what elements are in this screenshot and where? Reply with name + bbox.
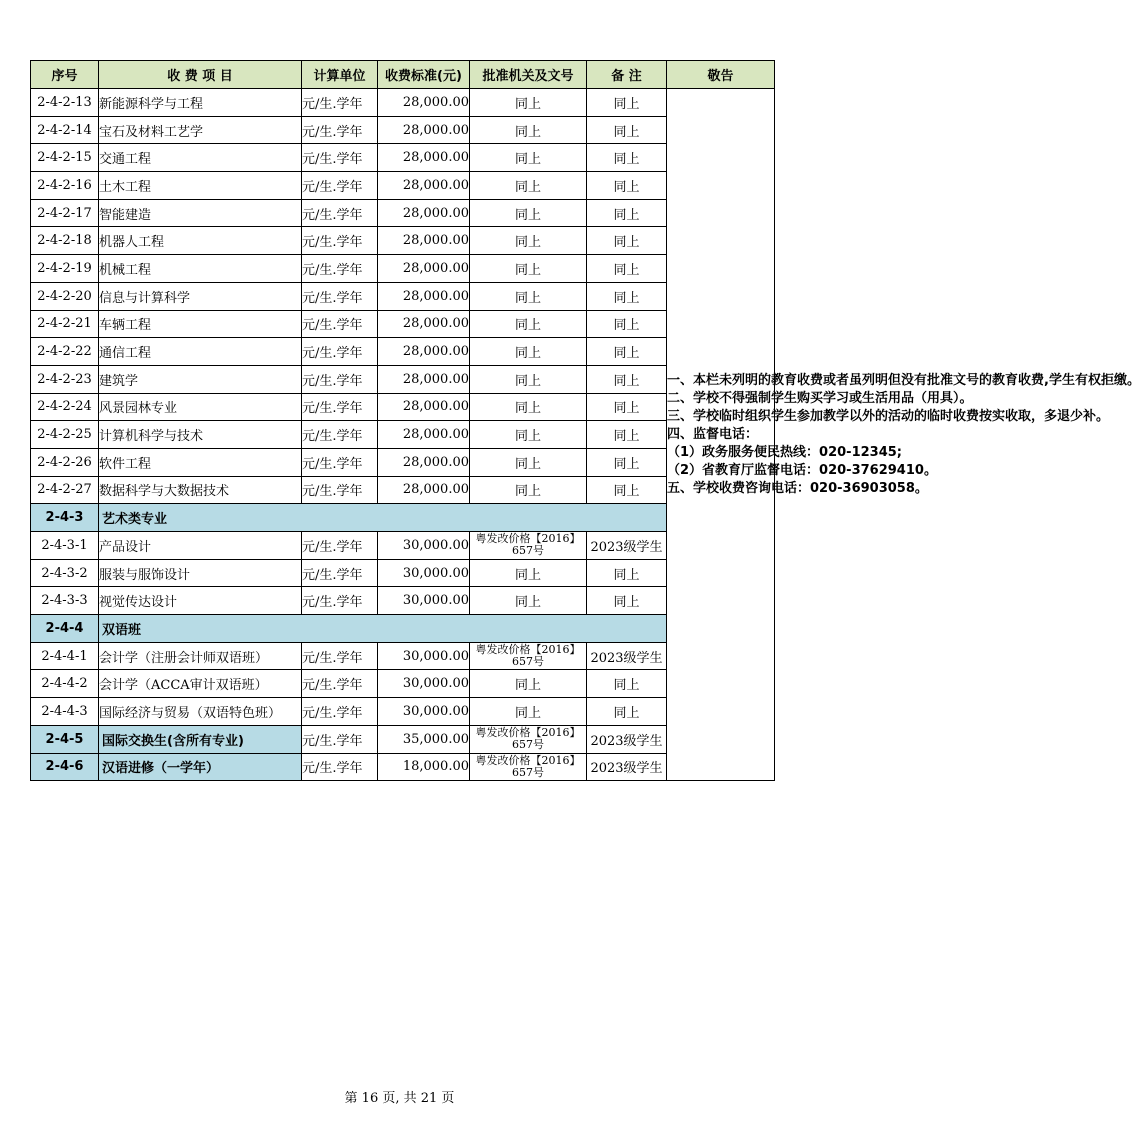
row-approval: 同上 [470, 587, 587, 615]
row-approval: 同上 [470, 698, 587, 726]
row-item-name: 风景园林专业 [99, 393, 302, 421]
row-item-name: 会计学（注册会计师双语班） [99, 642, 302, 670]
fee-table [30, 60, 1140, 781]
row-approval: 同上 [470, 365, 587, 393]
row-note: 同上 [587, 255, 667, 283]
row-note: 同上 [587, 448, 667, 476]
table-body [31, 89, 1140, 781]
row-fee-standard: 30,000.00 [378, 587, 470, 615]
row-note: 同上 [587, 227, 667, 255]
notice-line: （2）省教育厅监督电话：020-37629410。 [667, 462, 937, 478]
header-code: 序号 [31, 61, 99, 89]
notice-line: 三、学校临时组织学生参加教学以外的活动的临时收费按实收取，多退少补。 [667, 408, 1110, 424]
row-item-name: 建筑学 [99, 365, 302, 393]
row-unit: 元/生.学年 [302, 670, 378, 698]
row-note: 同上 [587, 393, 667, 421]
row-approval: 同上 [470, 476, 587, 504]
row-note: 同上 [587, 144, 667, 172]
row-item-name: 汉语进修（一学年） [99, 753, 302, 781]
row-fee-standard: 28,000.00 [378, 144, 470, 172]
row-code: 2-4-2-14 [31, 116, 99, 144]
row-fee-standard: 28,000.00 [378, 365, 470, 393]
header-item: 收 费 项 目 [99, 61, 302, 89]
row-unit: 元/生.学年 [302, 172, 378, 200]
row-unit: 元/生.学年 [302, 725, 378, 753]
row-item-name: 通信工程 [99, 338, 302, 366]
row-unit: 元/生.学年 [302, 310, 378, 338]
row-item-name: 宝石及材料工艺学 [99, 116, 302, 144]
row-unit: 元/生.学年 [302, 532, 378, 560]
row-note: 同上 [587, 559, 667, 587]
row-fee-standard: 28,000.00 [378, 172, 470, 200]
row-approval: 同上 [470, 393, 587, 421]
header-standard: 收费标准(元) [378, 61, 470, 89]
row-approval: 同上 [470, 89, 587, 117]
table-row [31, 310, 775, 338]
row-code: 2-4-2-15 [31, 144, 99, 172]
header-note: 备 注 [587, 61, 667, 89]
row-unit: 元/生.学年 [302, 255, 378, 283]
row-code: 2-4-2-17 [31, 199, 99, 227]
row-item-name: 计算机科学与技术 [99, 421, 302, 449]
row-unit: 元/生.学年 [302, 365, 378, 393]
row-code: 2-4-4-3 [31, 698, 99, 726]
row-note: 同上 [587, 698, 667, 726]
row-fee-standard: 30,000.00 [378, 698, 470, 726]
row-code: 2-4-2-27 [31, 476, 99, 504]
table-row [31, 421, 775, 449]
row-note: 同上 [587, 338, 667, 366]
row-item-name: 国际交换生(含所有专业) [99, 725, 302, 753]
row-unit: 元/生.学年 [302, 587, 378, 615]
table-row [31, 476, 775, 504]
row-unit: 元/生.学年 [302, 89, 378, 117]
row-item-name: 服装与服饰设计 [99, 559, 302, 587]
row-unit: 元/生.学年 [302, 227, 378, 255]
table-row [31, 448, 775, 476]
row-item-name: 交通工程 [99, 144, 302, 172]
row-item-name: 产品设计 [99, 532, 302, 560]
row-fee-standard: 35,000.00 [378, 725, 470, 753]
row-note: 同上 [587, 670, 667, 698]
row-approval: 同上 [470, 282, 587, 310]
row-item-name: 土木工程 [99, 172, 302, 200]
row-item-name: 机械工程 [99, 255, 302, 283]
header-unit: 计算单位 [302, 61, 378, 89]
row-unit: 元/生.学年 [302, 282, 378, 310]
row-code: 2-4-3-3 [31, 587, 99, 615]
row-approval: 粤发改价格【2016】657号 [470, 642, 587, 670]
row-approval: 同上 [470, 310, 587, 338]
table-row [31, 642, 775, 670]
row-unit: 元/生.学年 [302, 338, 378, 366]
row-approval: 同上 [470, 448, 587, 476]
row-approval: 同上 [470, 199, 587, 227]
row-fee-standard: 30,000.00 [378, 532, 470, 560]
row-unit: 元/生.学年 [302, 753, 378, 781]
row-item-name: 软件工程 [99, 448, 302, 476]
header-approval: 批准机关及文号 [470, 61, 587, 89]
table-row [31, 255, 775, 283]
row-fee-standard: 28,000.00 [378, 421, 470, 449]
row-note: 同上 [587, 421, 667, 449]
row-fee-standard: 30,000.00 [378, 642, 470, 670]
row-code: 2-4-2-24 [31, 393, 99, 421]
table-row [31, 725, 775, 753]
row-approval: 同上 [470, 255, 587, 283]
notice-line: 一、本栏未列明的教育收费或者虽列明但没有批准文号的教育收费,学生有权拒缴。 [667, 372, 1140, 388]
header-row [31, 61, 775, 89]
row-note: 同上 [587, 199, 667, 227]
row-item-name: 国际经济与贸易（双语特色班） [99, 698, 302, 726]
row-item-name: 信息与计算科学 [99, 282, 302, 310]
row-item-name: 机器人工程 [99, 227, 302, 255]
section-code: 2-4-3 [31, 504, 99, 532]
row-code: 2-4-2-25 [31, 421, 99, 449]
section-row [31, 615, 775, 643]
row-note: 同上 [587, 476, 667, 504]
page-footer: 第 16 页, 共 21 页 [344, 1091, 455, 1106]
table-row [31, 753, 775, 781]
row-note: 同上 [587, 116, 667, 144]
table-row [31, 559, 775, 587]
row-fee-standard: 28,000.00 [378, 476, 470, 504]
row-approval: 同上 [470, 338, 587, 366]
row-unit: 元/生.学年 [302, 393, 378, 421]
row-approval: 粤发改价格【2016】657号 [470, 532, 587, 560]
row-fee-standard: 28,000.00 [378, 116, 470, 144]
row-code: 2-4-2-13 [31, 89, 99, 117]
row-note: 2023级学生 [587, 725, 667, 753]
row-note: 同上 [587, 587, 667, 615]
table-row [31, 199, 775, 227]
row-unit: 元/生.学年 [302, 642, 378, 670]
section-code: 2-4-4 [31, 615, 99, 643]
row-approval: 同上 [470, 116, 587, 144]
row-unit: 元/生.学年 [302, 144, 378, 172]
table-row [31, 116, 775, 144]
row-code: 2-4-2-22 [31, 338, 99, 366]
table-row [31, 587, 775, 615]
notice-cell [667, 89, 1140, 781]
row-note: 同上 [587, 365, 667, 393]
section-name: 双语班 [99, 615, 667, 643]
section-name: 艺术类专业 [99, 504, 667, 532]
row-code: 2-4-6 [31, 753, 99, 781]
row-approval: 同上 [470, 144, 587, 172]
row-fee-standard: 28,000.00 [378, 255, 470, 283]
table-row [31, 338, 775, 366]
section-row [31, 504, 775, 532]
row-unit: 元/生.学年 [302, 448, 378, 476]
row-unit: 元/生.学年 [302, 698, 378, 726]
row-approval: 粤发改价格【2016】657号 [470, 753, 587, 781]
row-code: 2-4-5 [31, 725, 99, 753]
row-fee-standard: 28,000.00 [378, 310, 470, 338]
row-fee-standard: 28,000.00 [378, 393, 470, 421]
row-unit: 元/生.学年 [302, 559, 378, 587]
row-code: 2-4-3-1 [31, 532, 99, 560]
row-code: 2-4-2-26 [31, 448, 99, 476]
row-fee-standard: 28,000.00 [378, 89, 470, 117]
row-unit: 元/生.学年 [302, 116, 378, 144]
row-code: 2-4-3-2 [31, 559, 99, 587]
table-row [31, 698, 775, 726]
row-unit: 元/生.学年 [302, 199, 378, 227]
row-code: 2-4-4-1 [31, 642, 99, 670]
row-code: 2-4-2-21 [31, 310, 99, 338]
row-approval: 同上 [470, 421, 587, 449]
row-note: 同上 [587, 282, 667, 310]
row-unit: 元/生.学年 [302, 476, 378, 504]
table-row [31, 393, 775, 421]
row-unit: 元/生.学年 [302, 421, 378, 449]
row-note: 2023级学生 [587, 753, 667, 781]
table-row [31, 365, 775, 393]
row-fee-standard: 28,000.00 [378, 338, 470, 366]
table-row [31, 227, 775, 255]
table-row [31, 89, 775, 117]
row-code: 2-4-2-18 [31, 227, 99, 255]
row-approval: 同上 [470, 227, 587, 255]
row-item-name: 新能源科学与工程 [99, 89, 302, 117]
row-fee-standard: 18,000.00 [378, 753, 470, 781]
row-code: 2-4-2-23 [31, 365, 99, 393]
row-approval: 粤发改价格【2016】657号 [470, 725, 587, 753]
row-fee-standard: 28,000.00 [378, 227, 470, 255]
row-note: 同上 [587, 89, 667, 117]
row-code: 2-4-4-2 [31, 670, 99, 698]
row-item-name: 数据科学与大数据技术 [99, 476, 302, 504]
table-row [31, 282, 775, 310]
row-fee-standard: 30,000.00 [378, 559, 470, 587]
row-fee-standard: 28,000.00 [378, 199, 470, 227]
row-approval: 同上 [470, 670, 587, 698]
table-row [31, 144, 775, 172]
notice-line: （1）政务服务便民热线：020-12345; [667, 444, 903, 460]
row-note: 同上 [587, 310, 667, 338]
row-fee-standard: 30,000.00 [378, 670, 470, 698]
header-notice: 敬告 [667, 61, 775, 89]
table-row [31, 670, 775, 698]
notice-line: 五、学校收费咨询电话：020-36903058。 [667, 480, 928, 496]
row-code: 2-4-2-19 [31, 255, 99, 283]
notice-line: 四、监督电话： [667, 426, 759, 442]
table-row [31, 172, 775, 200]
row-note: 同上 [587, 172, 667, 200]
row-approval: 同上 [470, 559, 587, 587]
row-item-name: 会计学（ACCA审计双语班） [99, 670, 302, 698]
row-code: 2-4-2-16 [31, 172, 99, 200]
row-note: 2023级学生 [587, 532, 667, 560]
row-fee-standard: 28,000.00 [378, 448, 470, 476]
table-row [31, 532, 775, 560]
row-item-name: 车辆工程 [99, 310, 302, 338]
row-item-name: 视觉传达设计 [99, 587, 302, 615]
row-item-name: 智能建造 [99, 199, 302, 227]
row-note: 2023级学生 [587, 642, 667, 670]
row-approval: 同上 [470, 172, 587, 200]
row-code: 2-4-2-20 [31, 282, 99, 310]
row-fee-standard: 28,000.00 [378, 282, 470, 310]
notice-line: 二、学校不得强制学生购买学习或生活用品（用具）。 [667, 390, 973, 406]
